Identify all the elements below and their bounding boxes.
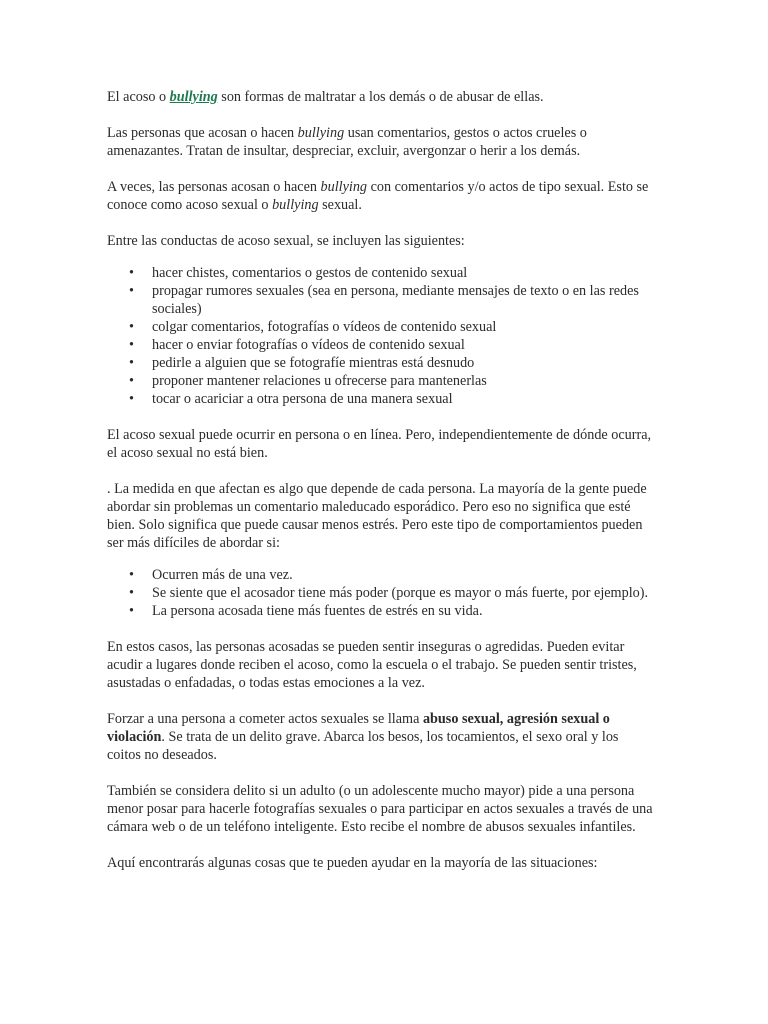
sexual-bullying-text-a: A veces, las personas acosan o hacen (107, 179, 321, 195)
bullying-term: bullying (297, 125, 345, 141)
conditions-list (107, 566, 655, 620)
sexual-abuse-paragraph (107, 710, 655, 764)
sexual-bullying-paragraph (107, 178, 655, 214)
intro-paragraph (107, 88, 655, 106)
list-item: • Ocurren más de una vez. (107, 566, 655, 584)
intro-text-end: son formas de maltratar a los demás o de abusar de ellas. (217, 89, 544, 105)
document-page (107, 88, 655, 890)
list-item: • tocar o acariciar a otra persona de una manera sexual (107, 390, 655, 408)
sexual-bullying-text-b: con comentarios y/o actos de tipo sexual. Esto se conoce como acoso sexual o (107, 179, 649, 213)
list-item: • Se siente que el acosador tiene más poder (porque es mayor o más fuerte, por ejemplo). (107, 584, 655, 602)
sexual-abuse-term: abuso sexual, agresión sexual o violación (107, 711, 610, 745)
definition-paragraph (107, 124, 655, 160)
list-item: • pedirle a alguien que se fotografíe mientras está desnudo (107, 354, 655, 372)
bullying-term: bullying (320, 179, 368, 195)
list-item: • hacer o enviar fotografías o vídeos de contenido sexual (107, 336, 655, 354)
definition-text-start: Las personas que acosan o hacen (107, 125, 298, 141)
bullying-term: bullying (272, 197, 319, 213)
online-harassment-paragraph: El acoso sexual puede ocurrir en persona o en línea. Pero, independientemente de dónde ocurra, el acoso sexual no está bien. (107, 427, 652, 461)
bullying-link[interactable]: bullying (169, 89, 218, 105)
impact-paragraph: . La medida en que afectan es algo que depende de cada persona. La mayoría de la gente puede abordar sin problemas un comentario maleducado esporádico. Pero eso no significa que esté bien. Solo significa que puede causar menos estrés. Pero este tipo de comportamientos pueden ser más difíciles de abordar si: (107, 481, 647, 551)
conducts-intro-paragraph: Entre las conductas de acoso sexual, se incluyen las siguientes: (107, 233, 465, 249)
list-item: • La persona acosada tiene más fuentes de estrés en su vida. (107, 602, 655, 620)
sexual-abuse-text-a: Forzar a una persona a cometer actos sexuales se llama (107, 711, 423, 727)
consequences-paragraph: En estos casos, las personas acosadas se pueden sentir inseguras o agredidas. Pueden evitar acudir a lugares donde reciben el acoso, como la escuela o el trabajo. Se pueden sentir tristes, asustadas o enfadadas, o todas estas emociones a la vez. (107, 639, 637, 691)
sexual-abuse-text-b: . Se trata de un delito grave. Abarca los besos, los tocamientos, el sexo oral y los coitos no deseados. (107, 729, 619, 763)
list-item: • proponer mantener relaciones u ofrecerse para mantenerlas (107, 372, 655, 390)
sexual-bullying-text-c: sexual. (318, 197, 362, 213)
intro-text-start: El acoso o (107, 89, 170, 105)
list-item: • hacer chistes, comentarios o gestos de contenido sexual (107, 264, 655, 282)
conducts-list (107, 264, 655, 408)
definition-text-end: usan comentarios, gestos o actos crueles o amenazantes. Tratan de insultar, despreciar, excluir, avergonzar o herir a los demás. (107, 125, 587, 159)
child-abuse-paragraph: También se considera delito si un adulto (o un adolescente mucho mayor) pide a una persona menor posar para hacerle fotografías sexuales o para participar en actos sexuales a través de una cámara web o de un teléfono inteligente. Esto recibe el nombre de abusos sexuales infantiles. (107, 783, 653, 835)
list-item: • propagar rumores sexuales (sea en persona, mediante mensajes de texto o en las redes sociales) (107, 282, 655, 318)
list-item: • colgar comentarios, fotografías o vídeos de contenido sexual (107, 318, 655, 336)
help-intro-paragraph: Aquí encontrarás algunas cosas que te pueden ayudar en la mayoría de las situaciones: (107, 855, 598, 871)
